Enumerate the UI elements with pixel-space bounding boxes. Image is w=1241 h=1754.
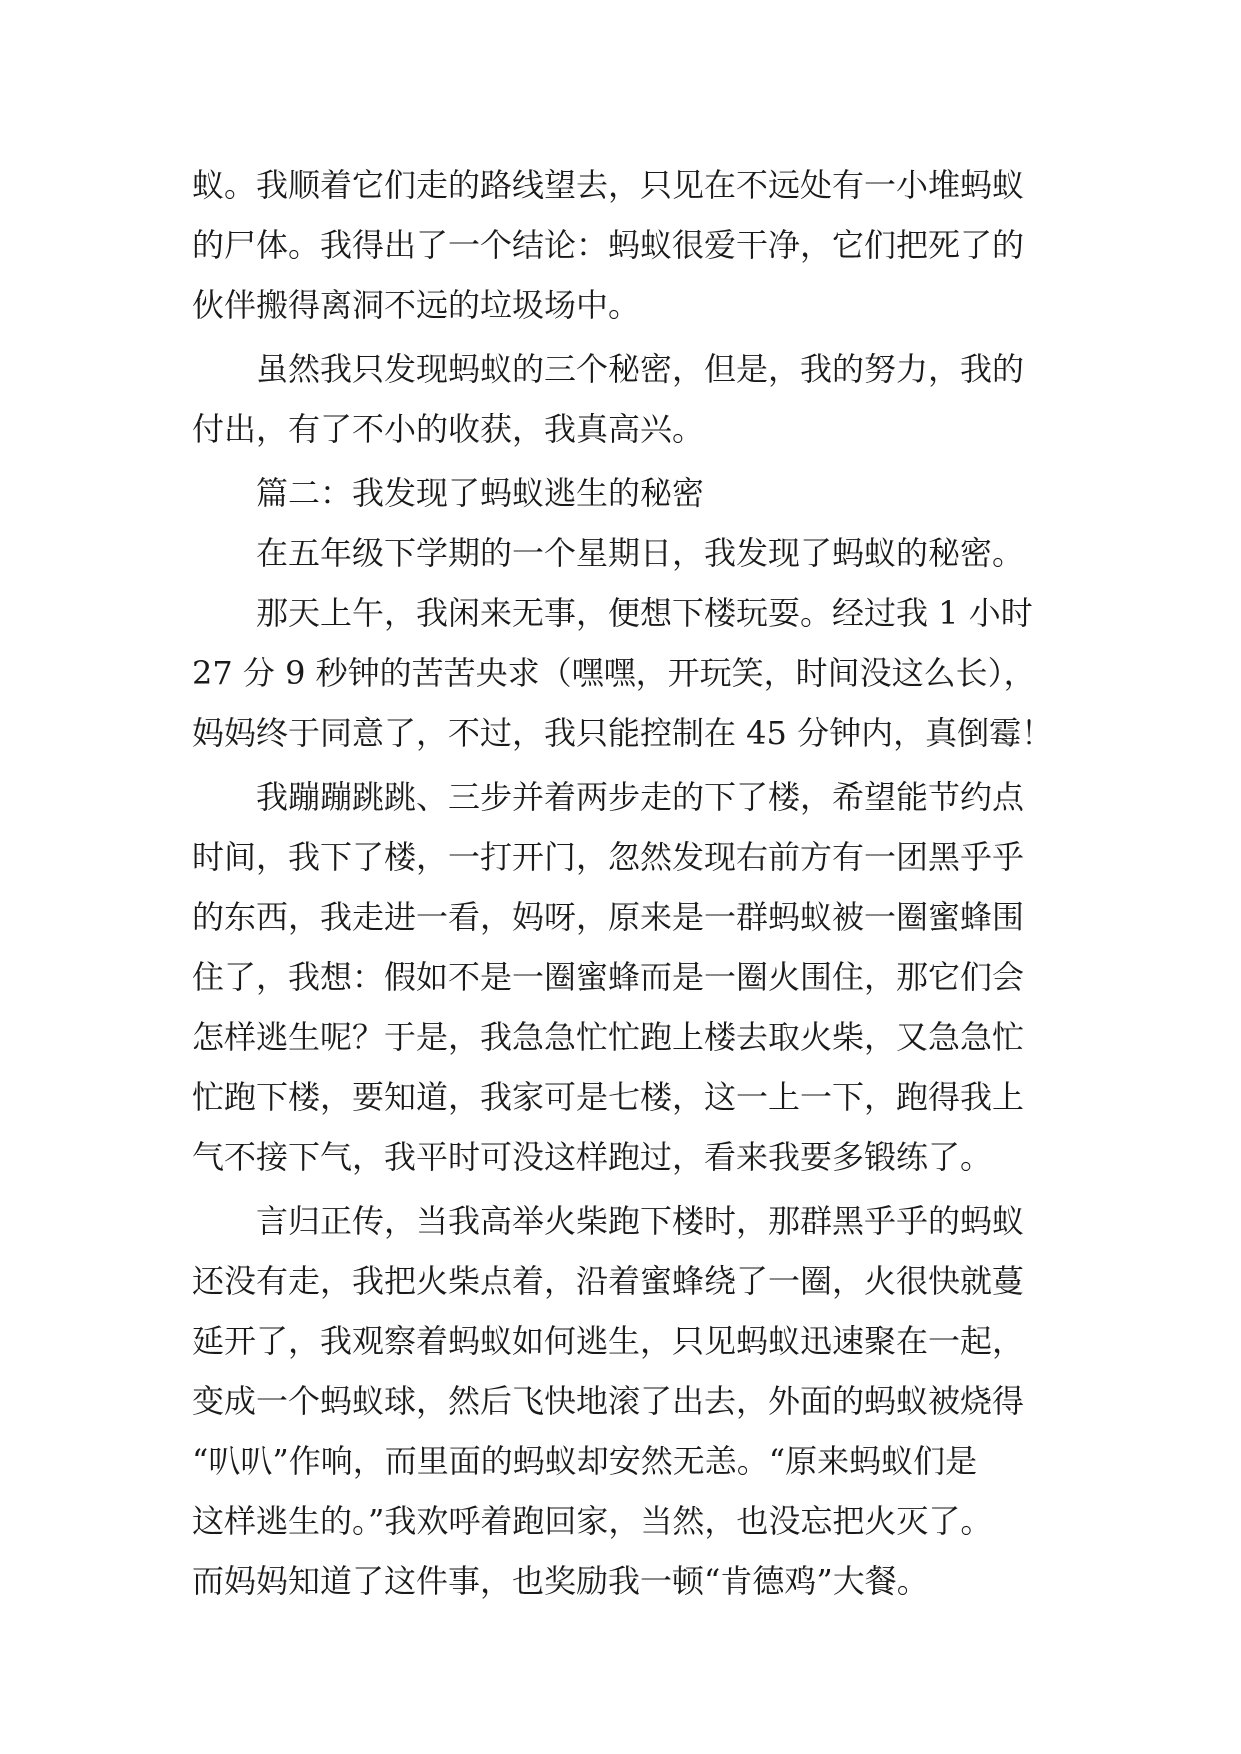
paragraph-first-line: 那天上午，我闲来无事，便想下楼玩耍。经过我 1 小时 [256,594,1033,632]
text-line: 付出，有了不小的收获，我真高兴。 [192,410,705,448]
text-line: 变成一个蚂蚁球，然后飞快地滚了出去，外面的蚂蚁被烧得 [192,1382,1025,1420]
text-line: 妈妈终于同意了，不过，我只能控制在 45 分钟内，真倒霉！ [192,714,1054,752]
section-heading: 篇二：我发现了蚂蚁逃生的秘密 [256,474,705,512]
text-line: 时间，我下了楼，一打开门，忽然发现右前方有一团黑乎乎 [192,838,1025,876]
text-line: 蚁。我顺着它们走的路线望去，只见在不远处有一小堆蚂蚁 [192,166,1025,204]
text-line: 的尸体。我得出了一个结论：蚂蚁很爱干净，它们把死了的 [192,226,1025,264]
text-line: 延开了，我观察着蚂蚁如何逃生，只见蚂蚁迅速聚在一起， [192,1322,1025,1360]
text-line: 而妈妈知道了这件事，也奖励我一顿“肯德鸡”大餐。 [192,1562,929,1600]
text-line: 忙跑下楼，要知道，我家可是七楼，这一上一下，跑得我上 [192,1078,1025,1116]
text-line: 气不接下气，我平时可没这样跑过，看来我要多锻练了。 [192,1138,993,1176]
paragraph-first-line: 在五年级下学期的一个星期日，我发现了蚂蚁的秘密。 [256,534,1025,572]
document-body [192,155,1072,1611]
paragraph-first-line: 虽然我只发现蚂蚁的三个秘密，但是，我的努力，我的 [256,350,1025,388]
text-line: 的东西，我走进一看，妈呀，原来是一群蚂蚁被一圈蜜蜂围 [192,898,1025,936]
text-line: 住了，我想：假如不是一圈蜜蜂而是一圈火围住，那它们会 [192,958,1025,996]
text-line: 伙伴搬得离洞不远的垃圾场中。 [192,286,641,324]
paragraph-first-line: 言归正传，当我高举火柴跑下楼时，那群黑乎乎的蚂蚁 [256,1202,1025,1240]
paragraph-first-line: 我蹦蹦跳跳、三步并着两步走的下了楼，希望能节约点 [256,778,1025,816]
text-line: 27 分 9 秒钟的苦苦央求（嘿嘿，开玩笑，时间没这么长）， [192,654,1036,692]
text-line: 还没有走，我把火柴点着，沿着蜜蜂绕了一圈，火很快就蔓 [192,1262,1025,1300]
text-line: 怎样逃生呢？于是，我急急忙忙跑上楼去取火柴，又急急忙 [192,1018,1025,1056]
text-line: 这样逃生的。”我欢呼着跑回家，当然，也没忘把火灭了。 [192,1502,993,1540]
text-line: “叭叭”作响，而里面的蚂蚁却安然无恙。“原来蚂蚁们是 [192,1442,978,1480]
